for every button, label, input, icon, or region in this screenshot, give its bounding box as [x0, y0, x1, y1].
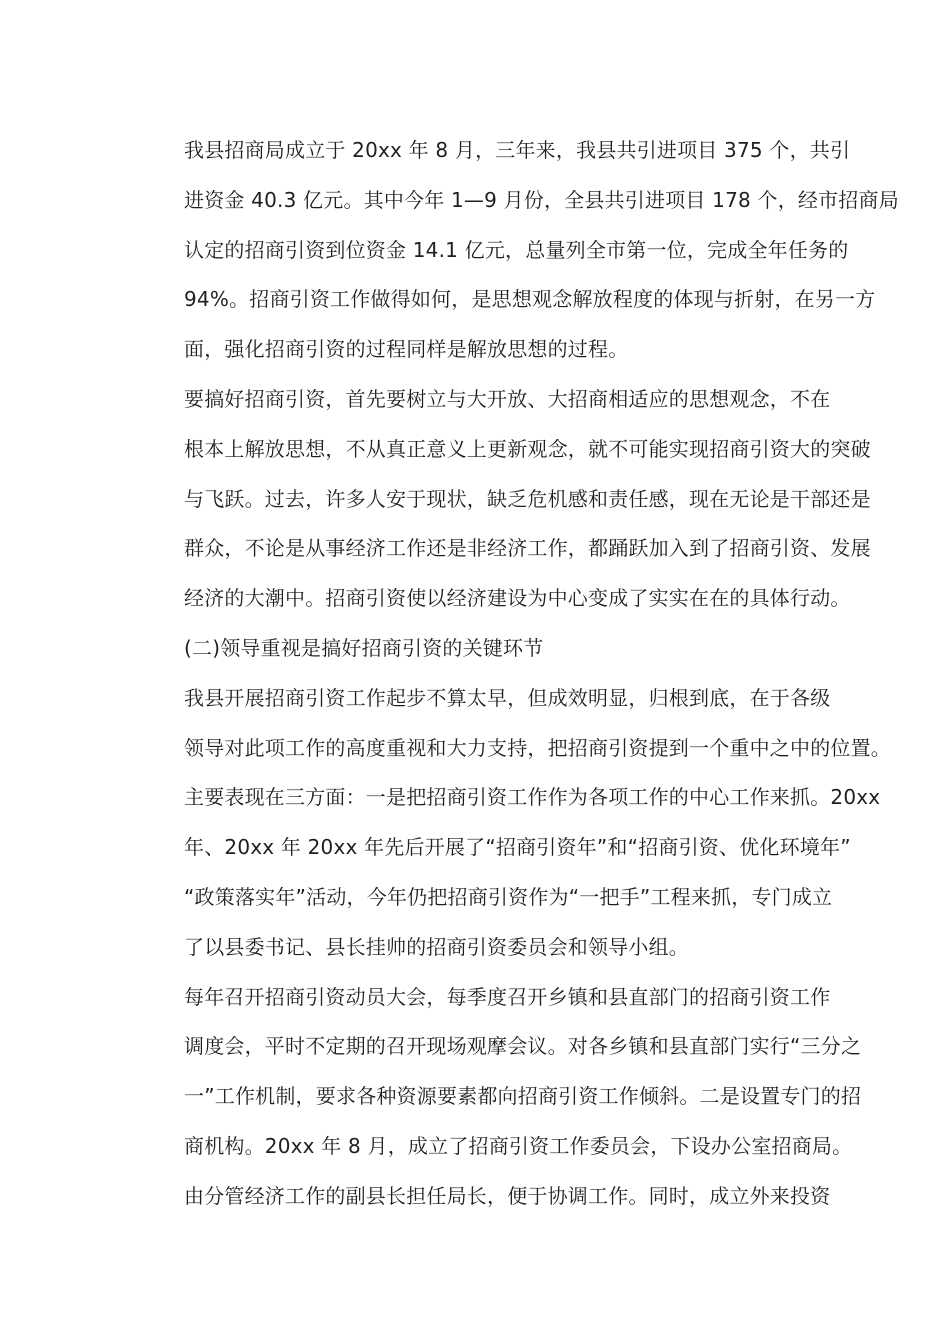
text-line: 经济的大潮中。招商引资使以经济建设为中心变成了实实在在的具体行动。	[184, 586, 851, 611]
paragraph-3	[144, 674, 891, 973]
text-line: 由分管经济工作的副县长担任局长，便于协调工作。同时，成立外来投资	[184, 1183, 831, 1208]
text-line: 要搞好招商引资，首先要树立与大开放、大招商相适应的思想观念，不在	[184, 386, 831, 411]
text-line: “政策落实年”活动，今年仍把招商引资作为“一把手”工程来抓，专门成立	[184, 884, 833, 909]
paragraph-2	[144, 375, 871, 624]
text-line: 群众，不论是从事经济工作还是非经济工作，都踊跃加入到了招商引资、发展	[184, 536, 871, 561]
text-line: 与飞跃。过去，许多人安于现状，缺乏危机感和责任感，现在无论是干部还是	[184, 486, 871, 511]
text-line: 进资金 40.3 亿元。其中今年 1—9 月份，全县共引进项目 178 个，经市招商局	[184, 187, 899, 212]
text-line: 调度会，平时不定期的召开现场观摩会议。对各乡镇和县直部门实行“三分之	[184, 1034, 862, 1059]
text-line: 根本上解放思想，不从真正意义上更新观念，就不可能实现招商引资大的突破	[184, 436, 871, 461]
text-line: 领导对此项工作的高度重视和大力支持，把招商引资提到一个重中之中的位置。	[184, 735, 891, 760]
text-line: 一”工作机制，要求各种资源要素都向招商引资工作倾斜。二是设置专门的招	[184, 1084, 862, 1109]
section-heading	[144, 624, 810, 674]
text-line: 面，强化招商引资的过程同样是解放思想的过程。	[184, 337, 629, 362]
text-line: 认定的招商引资到位资金 14.1 亿元，总量列全市第一位，完成全年任务的	[184, 237, 849, 262]
text-line: 了以县委书记、县长挂帅的招商引资委员会和领导小组。	[184, 934, 689, 959]
text-line: 商机构。20xx 年 8 月，成立了招商引资工作委员会，下设办公室招商局。	[184, 1133, 853, 1158]
text-line: 我县招商局成立于 20xx 年 8 月，三年来，我县共引进项目 375 个，共引	[184, 138, 851, 162]
text-line: (二)领导重视是搞好招商引资的关键环节	[184, 635, 544, 660]
text-line: 我县开展招商引资工作起步不算太早，但成效明显，归根到底，在于各级	[184, 685, 831, 710]
paragraph-1	[144, 126, 899, 375]
document-body	[144, 126, 899, 1222]
text-line: 94%。招商引资工作做得如何，是思想观念解放程度的体现与折射，在另一方	[184, 287, 876, 312]
paragraph-4	[144, 973, 862, 1172]
paragraph-5	[144, 1172, 831, 1222]
text-line: 每年召开招商引资动员大会，每季度召开乡镇和县直部门的招商引资工作	[184, 984, 831, 1009]
text-line: 年、20xx 年 20xx 年先后开展了“招商引资年”和“招商引资、优化环境年”	[184, 835, 851, 860]
text-line: 主要表现在三方面：一是把招商引资工作作为各项工作的中心工作来抓。20xx	[184, 785, 881, 810]
